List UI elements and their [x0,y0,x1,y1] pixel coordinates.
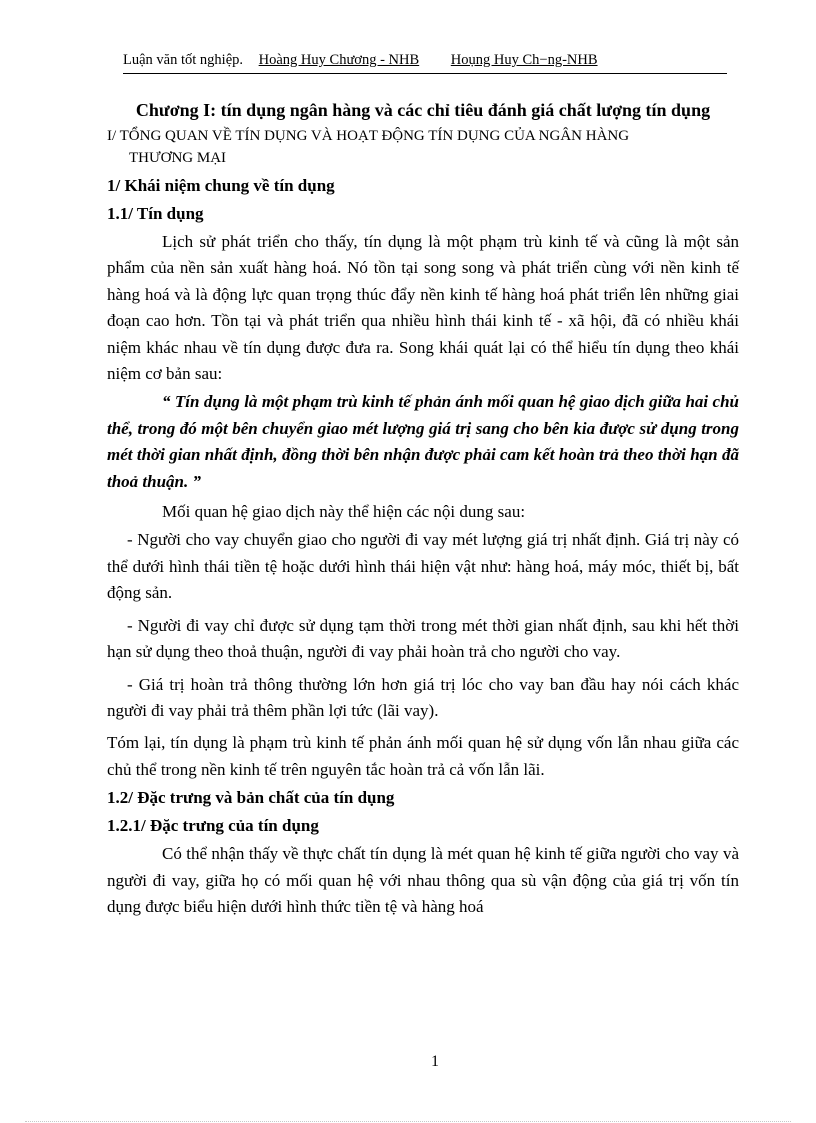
definition-quote: “ Tín dụng là một phạm trù kinh tế phản ánh mối quan hệ giao dịch giữa hai chủ thể, trong đó một bên chuyển giao mét lượng giá trị sang cho bên kia được sử dụng trong mét thời gian nhất định, đồng thời bên nhận được phải cam kết hoàn trả theo thời hạn đã thoả thuận. ” [107,392,739,491]
page-number: 1 [431,1053,439,1070]
page-break-rule [25,1121,791,1122]
paragraph-relation: Mối quan hệ giao dịch này thể hiện các nội dung sau: [162,502,526,522]
paragraph-characteristics: Có thể nhận thấy về thực chất tín dụng là mét quan hệ kinh tế giữa người cho vay và người đi vay, giữa họ có mối quan hệ với nhau thông qua sù vận động của giá trị vốn tín dụng được biểu hiện dưới hình thức tiền tệ và hàng hoá [107,844,739,916]
section-title [107,125,739,169]
chapter-title: Chương I: tín dụng ngân hàng và các chỉ tiêu đánh giá chất lượng tín dụng [135,100,711,120]
running-header [123,52,727,74]
paragraph-history: Lịch sử phát triển cho thấy, tín dụng là một phạm trù kinh tế và cũng là một sản phẩm của nền sản xuất hàng hoá. Nó tồn tại song song và phát triển cùng với nền kinh tế hàng hoá và là động lực quan trọng thúc đẩy nền kinh tế hàng hoá phát triển lên những giai đoạn cao hơn. Tồn tại và phát triển qua nhiều hình thái kinh tế - xã hội, đã có nhiều khái niệm khác nhau về tín dụng được đưa ra. Song khái quát lại có thể hiểu tín dụng theo khái niệm cơ bản sau: [107,232,739,384]
page-body [107,97,739,922]
heading-1-1: 1.1/ Tín dụng [107,204,204,223]
header-thesis-label: Luận văn tốt nghiệp. [123,52,244,68]
paragraph-summary: Tóm lại, tín dụng là phạm trù kinh tế phản ánh mối quan hệ sử dụng vốn lẫn nhau giữa các chủ thể trong nền kinh tế trên nguyên tắc hoàn trả cả vốn lẫn lãi. [107,733,739,779]
header-author: Hoàng Huy Chương - NHB [258,52,420,68]
list-item: - Người đi vay chỉ được sử dụng tạm thời trong mét thời gian nhất định, sau khi hết thời hạn sử dụng theo thoả thuận, người đi vay phải hoàn trả cho người cho vay. [107,615,739,662]
heading-1-2-1: 1.2.1/ Đặc trưng của tín dụng [107,816,319,836]
section-title-line-1: I/ TỔNG QUAN VỀ TÍN DỤNG VÀ HOẠT ĐỘNG TÍN DỤNG CỦA NGÂN HÀNG [107,128,630,144]
list-item: - Giá trị hoàn trả thông thường lớn hơn giá trị lóc cho vay ban đầu hay nói cách khác người đi vay phải trả thêm phần lợi tức (lãi vay). [107,674,739,720]
heading-1-2: 1.2/ Đặc trưng và bản chất của tín dụng [107,788,395,808]
list-item: - Người cho vay chuyển giao cho người đi vay mét lượng giá trị nhất định. Giá trị này có thể dưới hình thái tiền tệ hoặc dưới hình thái hiện vật như: hàng hoá, máy móc, thiết bị, bất động sản. [107,530,739,603]
heading-1: 1/ Khái niệm chung về tín dụng [107,176,335,195]
header-author-garbled: Hoụng Huy Ch−ng-NHB [450,52,598,68]
section-title-line-2: THƯƠNG MẠI [129,150,227,166]
